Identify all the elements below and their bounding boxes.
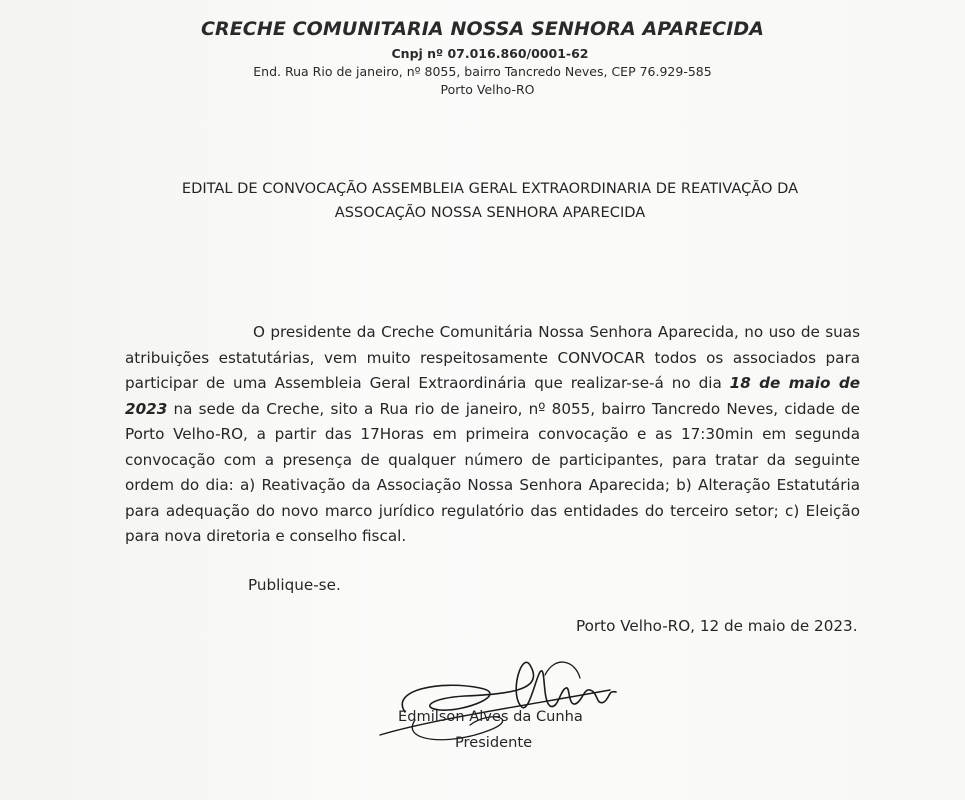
organization-address: End. Rua Rio de janeiro, nº 8055, bairro Tancredo Neves, CEP 76.929-585 (253, 64, 712, 79)
document-title (150, 177, 830, 225)
signer-role: Presidente (455, 734, 533, 751)
signature-stroke-tail (545, 662, 580, 678)
place-and-date: Porto Velho-RO, 12 de maio de 2023. (576, 617, 858, 635)
publique-se-text: Publique-se. (248, 576, 341, 594)
cnpj-number: Cnpj nº 07.016.860/0001-62 (391, 46, 589, 61)
paragraph-part-2: na sede da Creche, sito a Rua rio de janeiro, nº 8055, bairro Tancredo Neves, cidade de Porto Velho-RO, a partir das 17Horas em primeira convocação e as 17:30min em segunda convocação com a presença de qualquer número de participantes, para tratar da seguinte ordem do dia: a) Reativação da Associação Nossa Senhora Aparecida; b) Alteração Estatutária para adequação do novo marco jurídico regulatório das entidades do terceiro setor; c) Eleição para nova diretoria e conselho fiscal. (125, 399, 861, 545)
title-line-2: ASSOCAÇÃO NOSSA SENHORA APARECIDA (334, 204, 646, 221)
title-line-1: EDITAL DE CONVOCAÇÃO ASSEMBLEIA GERAL EXTRAORDINARIA DE REATIVAÇÃO DA (181, 180, 799, 197)
organization-name: CRECHE COMUNITARIA NOSSA SENHORA APARECIDA (200, 18, 765, 40)
meeting-date: 18 de maio de 2023 (125, 374, 860, 418)
organization-city: Porto Velho-RO (440, 82, 535, 97)
paragraph-part-1: O presidente da Creche Comunitária Nossa Senhora Aparecida, no uso de suas atribuições estatutárias, vem muito respeitosamente CONVOCAR todos os associados para participar de uma Assembleia Geral Extraordinária que realizar-se-á no dia (125, 323, 860, 392)
signer-name: Edmilson Alves da Cunha (398, 708, 583, 725)
signature-stroke-main (402, 662, 616, 712)
convocation-paragraph (125, 320, 860, 550)
